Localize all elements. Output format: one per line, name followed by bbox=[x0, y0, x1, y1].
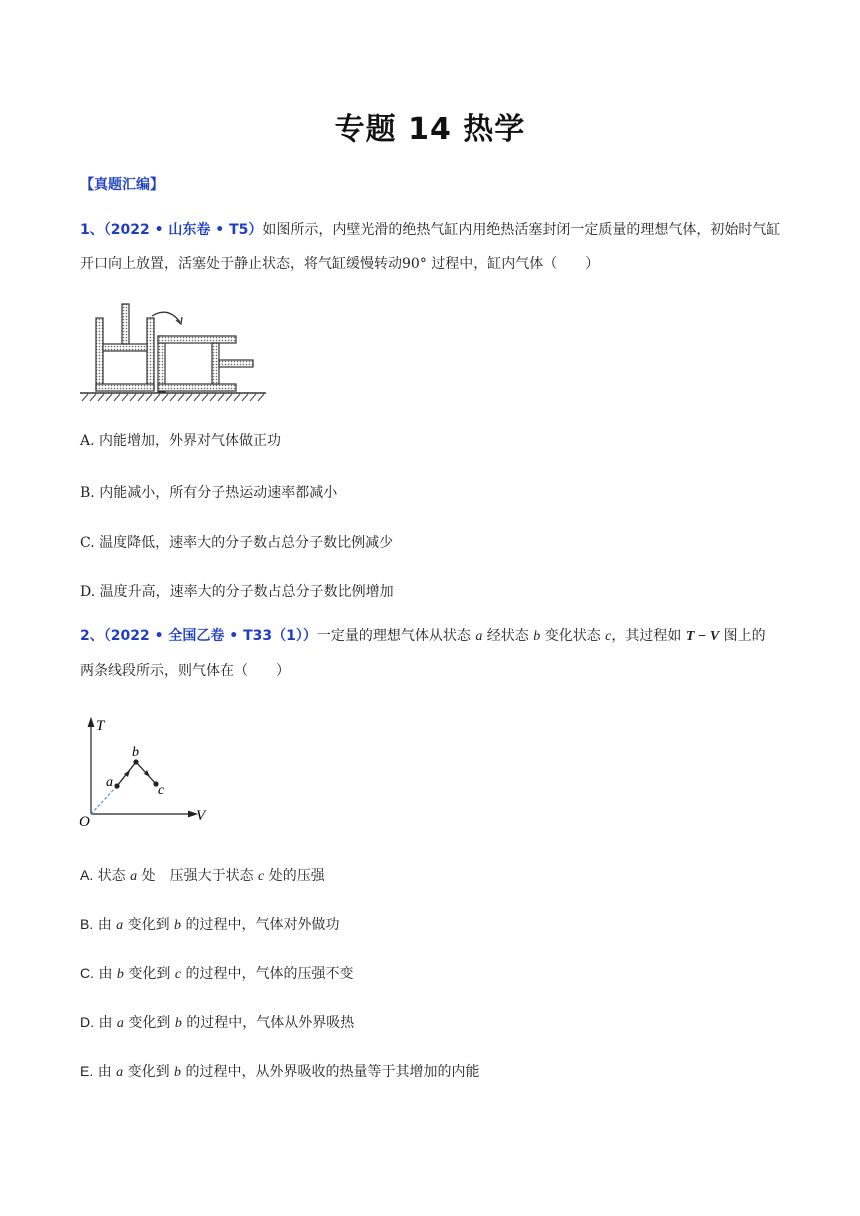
label-a: a bbox=[106, 775, 113, 790]
question-2-source: （2022 • 全国乙卷 • T33（1）） bbox=[103, 628, 317, 644]
graph-x-label: V bbox=[196, 808, 206, 824]
tv-graph bbox=[76, 714, 216, 832]
question-2-number: 2、 bbox=[80, 628, 104, 644]
cylinder-rotation-figure bbox=[80, 300, 270, 404]
question-1-number: 1、 bbox=[80, 222, 104, 238]
question-1 bbox=[80, 213, 784, 281]
dashed-extension bbox=[91, 786, 117, 814]
section-header: 【真题汇编】 bbox=[80, 177, 164, 193]
point-b bbox=[133, 759, 138, 764]
graph-y-label: T bbox=[96, 718, 105, 734]
label-b: b bbox=[132, 745, 139, 760]
q1-option-c[interactable]: C. 温度降低，速率大的分子数占总分子数比例减少 bbox=[80, 535, 394, 551]
page-title: 专题 14 热学 bbox=[334, 112, 526, 147]
rotated-cylinder bbox=[158, 336, 253, 392]
q2-option-e[interactable]: E. 由 a 变化到 b 的过程中，从外界吸收的热量等于其增加的内能 bbox=[80, 1063, 480, 1080]
q1-option-d[interactable]: D. 温度升高，速率大的分子数占总分子数比例增加 bbox=[80, 584, 394, 600]
q1-option-a[interactable]: A. 内能增加，外界对气体做正功 bbox=[80, 433, 282, 449]
question-2: 2、（2022 • 全国乙卷 • T33（1））一定量的理想气体从状态 a 经状态 b 变化状态 c，其过程如 T − V 图上的 两条线段所示，则气体在（ ） bbox=[80, 628, 766, 679]
question-2-line2: 两条线段所示，则气体在（ ） bbox=[80, 663, 290, 679]
question-1-source: （2022 • 山东卷 • T5） bbox=[103, 222, 263, 238]
q2-option-c[interactable]: C. 由 b 变化到 c 的过程中，气体的压强不变 bbox=[80, 965, 354, 982]
q2-option-b[interactable]: B. 由 a 变化到 b 的过程中，气体对外做功 bbox=[80, 916, 340, 933]
graph-origin: O bbox=[79, 814, 90, 830]
label-c: c bbox=[158, 783, 165, 798]
q1-option-b[interactable]: B. 内能减小，所有分子热运动速率都减小 bbox=[80, 485, 338, 501]
point-a bbox=[114, 783, 119, 788]
question-1-text: 如图所示，内壁光滑的绝热气缸内用绝热活塞封闭一定质量的理想气体，初始时气缸开口向上放置，活塞处于静止状态，将气缸缓慢转动90° 过程中，缸内气体（ ） bbox=[80, 222, 781, 272]
q2-option-d[interactable]: D. 由 a 变化到 b 的过程中，气体从外界吸热 bbox=[80, 1014, 355, 1031]
upright-cylinder bbox=[96, 304, 154, 391]
q2-option-a[interactable]: A. 状态 a 处 压强大于状态 c 处的压强 bbox=[80, 867, 325, 884]
